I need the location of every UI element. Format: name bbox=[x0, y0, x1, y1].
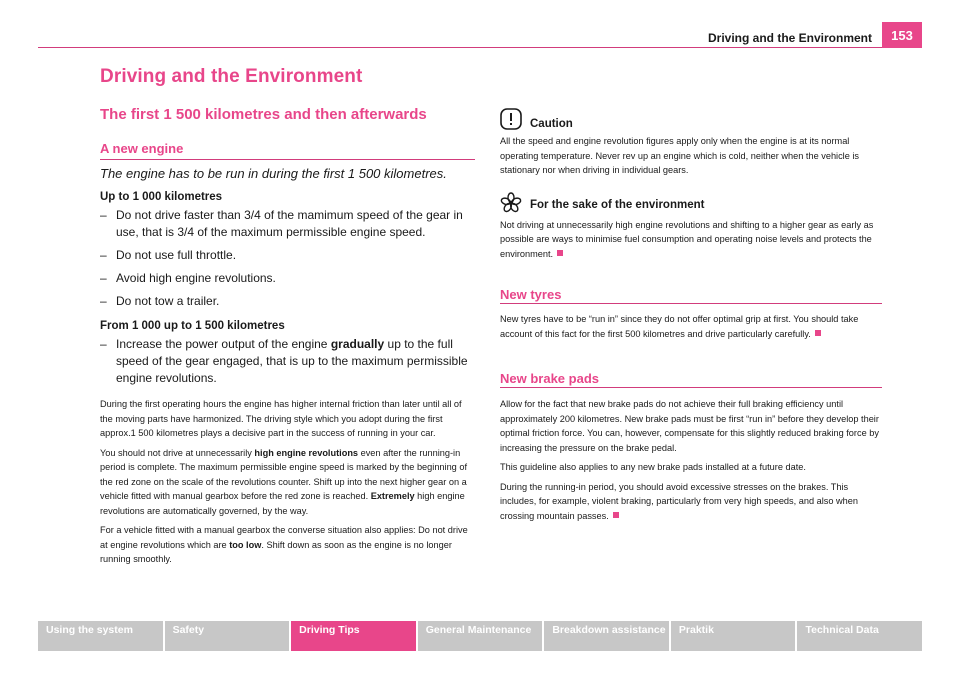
paragraph: During the running-in period, you should avoid excessive stresses on the brakes. This includes, for example, violent braking, particularly from very high speeds, and also when crossing mountain passes. bbox=[500, 481, 858, 521]
paragraph: This guideline also applies to any new brake pads installed at a future date. bbox=[500, 462, 806, 472]
new-engine-heading: A new engine bbox=[100, 141, 184, 156]
caution-icon bbox=[500, 108, 522, 130]
tab-technical-data[interactable]: Technical Data bbox=[797, 621, 922, 651]
tab-praktik[interactable]: Praktik bbox=[671, 621, 796, 651]
new-tyres-heading: New tyres bbox=[500, 287, 562, 302]
tab-safety[interactable]: Safety bbox=[165, 621, 290, 651]
paragraph: You should not drive at unnecessarily high engine revolutions even after the running-in period is complete. The maximum permissible engine speed is marked by the beginning of the red zone on the scale of the revolutions counter. Shift up into the next higher gear on a vehicle fitted with manual gearbox before the red zone is reached. Extremely high engine revolutions are automatically governed, by the way. bbox=[100, 447, 468, 516]
list-item: – Do not drive faster than 3/4 of the mamimum speed of the gear in use, that is 3/4 of the maximum permissible engine speed. bbox=[100, 208, 463, 239]
right-column bbox=[500, 108, 882, 266]
flower-icon bbox=[500, 192, 522, 214]
new-brake-pads-body bbox=[500, 397, 882, 528]
end-mark-icon bbox=[613, 512, 619, 518]
paragraph: Allow for the fact that new brake pads do not achieve their full braking efficiency until approximately 200 kilometres. New brake pads must be first “run in” before they develop their optimal friction force. You can, however, compensate for this slightly reduced braking force by increasing the pressure on the brake pedal. bbox=[500, 399, 879, 453]
end-mark-icon bbox=[815, 330, 821, 336]
left-column bbox=[100, 166, 475, 572]
section-title: The first 1 500 kilometres and then afterwards bbox=[100, 106, 427, 123]
list-item: – Increase the power output of the engine gradually up to the full speed of the gear engaged, that is up to the maximum permissible engine revolutions. bbox=[100, 337, 468, 385]
list-item: – Avoid high engine revolutions. bbox=[100, 271, 276, 285]
subheading-1000-to-1500: From 1 000 up to 1 500 kilometres bbox=[100, 320, 285, 332]
environment-heading: For the sake of the environment bbox=[500, 192, 882, 214]
tab-breakdown-assistance[interactable]: Breakdown assistance bbox=[544, 621, 669, 651]
caution-heading: Caution bbox=[500, 108, 882, 130]
tab-using-the-system[interactable]: Using the system bbox=[38, 621, 163, 651]
chapter-tab-bar bbox=[38, 621, 922, 651]
header-title: Driving and the Environment bbox=[707, 31, 872, 45]
running-header bbox=[38, 28, 922, 48]
tab-general-maintenance[interactable]: General Maintenance bbox=[418, 621, 543, 651]
list-item: – Do not tow a trailer. bbox=[100, 294, 220, 308]
subheading-up-to-1000: Up to 1 000 kilometres bbox=[100, 191, 223, 203]
header-rule bbox=[38, 47, 922, 48]
new-brake-pads-heading: New brake pads bbox=[500, 371, 599, 386]
new-brake-pads-rule bbox=[500, 387, 882, 388]
new-tyres-rule bbox=[500, 303, 882, 304]
new-tyres-text: New tyres have to be “run in” since they do not offer optimal grip at first. You should take account of this fact for the first 500 kilometres and drive particularly carefully. bbox=[500, 314, 859, 339]
end-mark-icon bbox=[557, 250, 563, 256]
environment-text: Not driving at unnecessarily high engine revolutions and shifting to a higher gear as early as possible are ways to minimise fuel consumption and operating noise levels and protects the environment. bbox=[500, 219, 874, 259]
new-engine-lead: The engine has to be run in during the first 1 500 kilometres. bbox=[100, 166, 447, 181]
new-engine-rule bbox=[100, 159, 475, 160]
caution-text: All the speed and engine revolution figures apply only when the engine is at its normal operating temperature. Never rev up an engine which is cold, neither when the vehicle is stationary nor when driving in individual gears. bbox=[500, 136, 860, 175]
paragraph: During the first operating hours the engine has higher internal friction than later until all of the moving parts have harmonized. The driving style which you adopt during the first approx.1 500 kilometres plays a decisive part in the success of running in your car. bbox=[100, 399, 462, 438]
tab-driving-tips[interactable]: Driving Tips bbox=[291, 621, 416, 651]
main-title: Driving and the Environment bbox=[100, 66, 363, 87]
page-number: 153 bbox=[882, 22, 922, 48]
paragraph: For a vehicle fitted with a manual gearbox the converse situation also applies: Do not drive at engine revolutions which are too low. Shift down as soon as the engine is no longer running smoothly. bbox=[100, 525, 468, 564]
list-item: – Do not use full throttle. bbox=[100, 248, 237, 262]
